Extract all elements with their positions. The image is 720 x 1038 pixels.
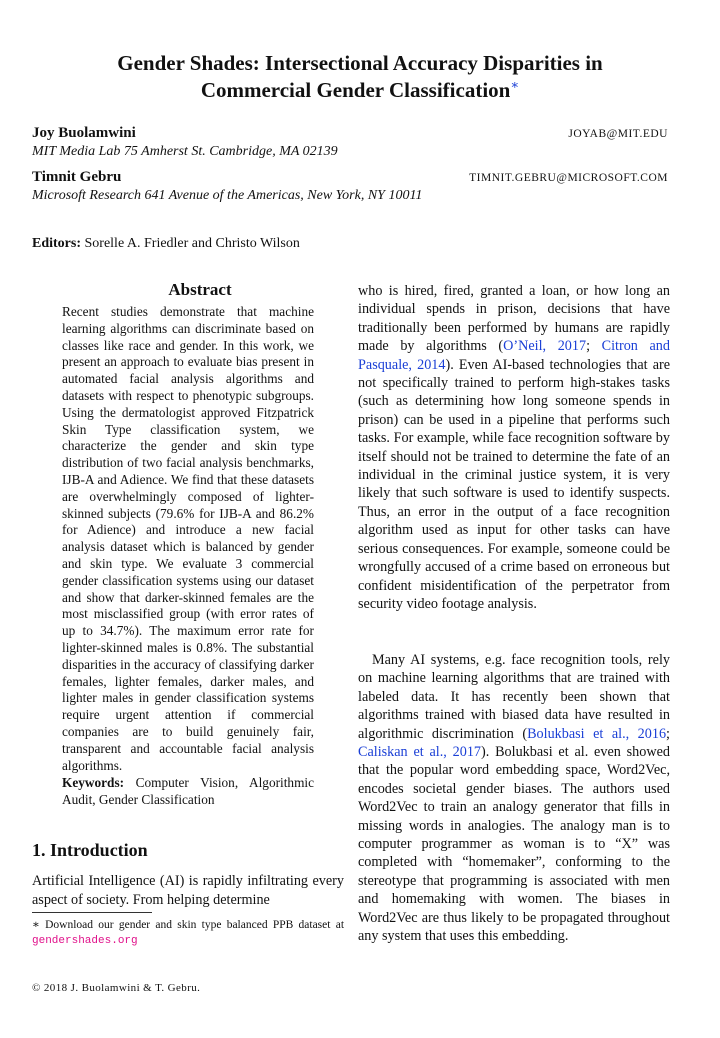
footnote-link[interactable]: gendershades.org — [32, 935, 138, 947]
keywords — [62, 775, 314, 809]
author-email-2: TIMNIT.GEBRU@MICROSOFT.COM — [469, 172, 668, 184]
title-line-2 — [0, 77, 720, 104]
intro-p1-text-a: who is hired, fired, granted a loan, or how long an individual spends in prison, decisions that have traditionally been performed by humans are rapidly made by algorithms ( — [358, 283, 670, 355]
footnote-rule — [32, 912, 152, 913]
citation-bolukbasi-2016[interactable]: Bolukbasi et al., 2016 — [527, 725, 667, 742]
intro-p2-text-a: Many AI systems, e.g. face recognition tools, rely on machine learning algorithms that are trained with labeled data. It has recently been shown that algorithms trained with biased data have resulted in algorithmic discrimination ( — [358, 652, 670, 742]
footnote-text: Download our gender and skin type balanced PPB dataset at — [45, 919, 345, 931]
author-name-1: Joy Buolamwini — [32, 125, 136, 141]
copyright-notice: © 2018 J. Buolamwini & T. Gebru. — [32, 982, 201, 994]
citation-caliskan-2017[interactable]: Caliskan et al., 2017 — [358, 744, 482, 761]
citation-citron-pasquale-2014[interactable]: Citron and Pasquale, 2014 — [358, 338, 670, 373]
intro-left-text: Artificial Intelligence (AI) is rapidly infiltrating every aspect of society. From helping determine — [32, 873, 344, 908]
abstract-heading: Abstract — [168, 280, 232, 299]
intro-right-paragraph-2 — [358, 651, 670, 946]
author-name-2: Timnit Gebru — [32, 169, 122, 185]
paper-title — [0, 50, 720, 104]
section-heading-introduction: 1. Introduction — [32, 840, 148, 860]
intro-p2-text-b: ). Bolukbasi et al. even showed that the popular word embedding space, Word2Vec, encodes societal gender biases. The authors used Word2Vec to train an analogy generator that fills in missing words in analogies. The analogy man is to computer programmer as woman is to “X” was completed with “homemaker”, conforming to the stereotype that programming is associated with men and homemaking with women. The biases in Word2Vec are thus likely to be propagated throughout any system that uses this embedding. — [358, 744, 670, 945]
footnote — [32, 918, 344, 949]
title-line-2-text: Commercial Gender Classification — [200, 78, 511, 102]
intro-right-paragraph-1 — [358, 282, 670, 613]
abstract-body — [62, 304, 314, 809]
author-email-1: JOYAB@MIT.EDU — [568, 128, 668, 140]
title-line-1: Gender Shades: Intersectional Accuracy Disparities in — [117, 51, 603, 75]
citation-separator: ; — [586, 338, 602, 355]
intro-p1-text-b: ). Even AI-based technologies that are not specifically trained to perform high-stakes tasks (such as determining how long someone spends in prison) can be used in a pipeline that performs such tasks. For example, while face recognition software by itself should not be trained to determine the fate of an individual in the criminal justice system, it is very likely that such software is used to identify suspects. Thus, an error in the output of a face recognition algorithm used as input for other tasks can have serious consequences. For example, someone could be wrongfully accused of a crime based on erroneous but confident misidentification of the perpetrator from security video footage analysis. — [358, 356, 671, 612]
editors-label: Editors: — [32, 236, 81, 251]
editors-line — [32, 236, 300, 252]
author-affiliation-2: Microsoft Research 641 Avenue of the Americas, New York, NY 10011 — [32, 188, 423, 203]
footnote-mark: ∗ — [32, 919, 40, 931]
title-footnote-mark[interactable]: ∗ — [510, 77, 520, 92]
editors-names: Sorelle A. Friedler and Christo Wilson — [84, 236, 300, 251]
citation-oneil-2017[interactable]: O’Neil, 2017 — [503, 338, 587, 355]
keywords-text: Computer Vision, Algorithmic Audit, Gender Classification — [62, 775, 315, 808]
citation-separator: ; — [666, 725, 670, 742]
keywords-label: Keywords: — [62, 775, 125, 791]
author-affiliation-1: MIT Media Lab 75 Amherst St. Cambridge, MA 02139 — [32, 144, 338, 159]
abstract-text: Recent studies demonstrate that machine learning algorithms can discriminate based on classes like race and gender. In this work, we present an approach to evaluate bias present in automated facial analysis algorithms and datasets with respect to phenotypic subgroups. Using the dermatologist approved Fitzpatrick Skin Type classification system, we characterize the gender and skin type distribution of two facial analysis benchmarks, IJB-A and Adience. We find that these datasets are overwhelmingly composed of lighter-skinned subjects (79.6% for IJB-A and 86.2% for Adience) and introduce a new facial analysis dataset which is balanced by gender and skin type. We evaluate 3 commercial gender classification systems using our dataset and show that darker-skinned females are the most misclassified group (with error rates of up to 34.7%). The maximum error rate for lighter-skinned males is 0.8%. The substantial disparities in the accuracy of classifying darker females, lighter females, darker males, and lighter males in gender classification systems require urgent attention if commercial companies are to build genuinely fair, transparent and accountable facial analysis algorithms. — [62, 304, 314, 773]
